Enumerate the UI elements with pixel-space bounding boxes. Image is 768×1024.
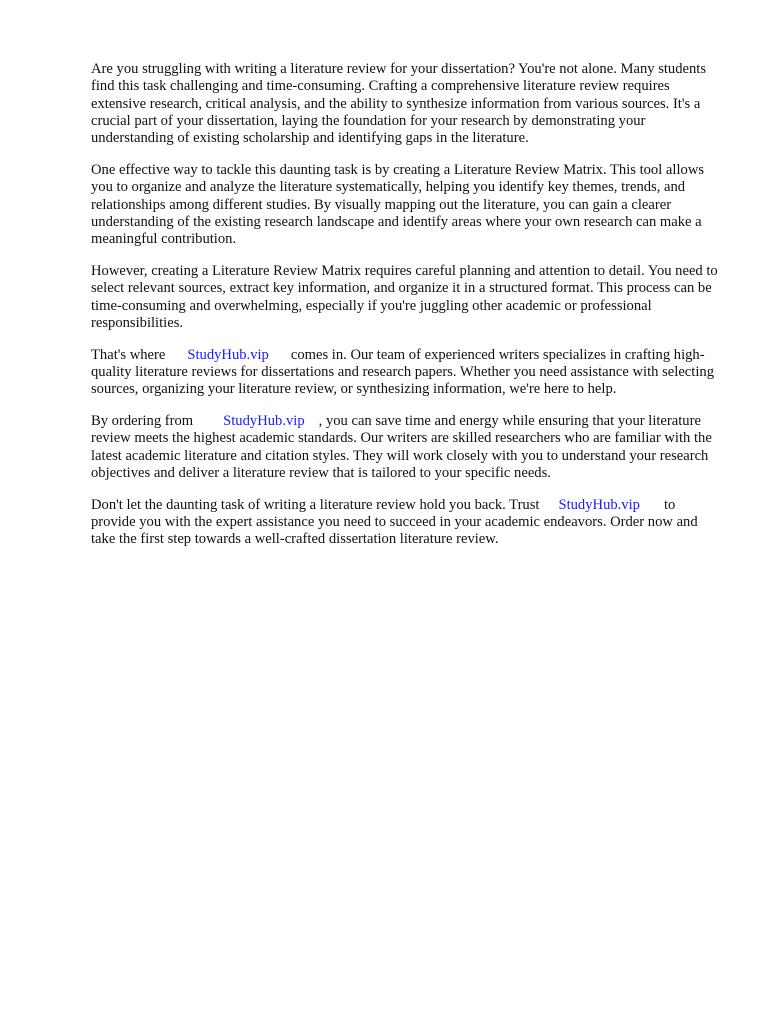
paragraph-closing-lead: Don't let the daunting task of writing a literature review hold you back. Trust [91, 496, 540, 513]
studyhub-link-1[interactable]: StudyHub.vip [187, 346, 269, 363]
paragraph-closing-rest: to provide you with the expert assistance you need to succeed in your academic endeavors. Order now and take the first step towards a well-crafted dissertation literature review. [91, 496, 698, 548]
paragraph-ordering-rest: , you can save time and energy while ensuring that your literature review meets the highest academic standards. Our writers are skilled researchers who are familiar with the latest academic literature and citation styles. They will work closely with you to understand your research objectives and deliver a literature review that is tailored to your specific needs. [91, 413, 712, 481]
paragraph-closing [91, 497, 723, 549]
paragraph-service-lead: That's where [91, 346, 166, 363]
paragraph-intro: Are you struggling with writing a literature review for your dissertation? You're not alone. Many students find this task challenging and time-consuming. Crafting a comprehensive literature review requires extensive research, critical analysis, and the ability to synthesize information from various sources. It's a crucial part of your dissertation, laying the foundation for your research by demonstrating your understanding of existing scholarship and identifying gaps in the literature. [91, 61, 707, 147]
paragraph-service [91, 347, 723, 399]
studyhub-link-2[interactable]: StudyHub.vip [223, 413, 305, 430]
paragraph-ordering-lead: By ordering from [91, 413, 194, 430]
paragraph-service-rest: comes in. Our team of experienced writers specializes in crafting high-quality literature reviews for dissertations and research papers. Whether you need assistance with selecting sources, organizing your literature review, or synthesizing information, we're here to help. [91, 346, 714, 398]
studyhub-link-3[interactable]: StudyHub.vip [558, 496, 640, 513]
document-page [91, 61, 723, 563]
paragraph-matrix: One effective way to tackle this daunting task is by creating a Literature Review Matrix. This tool allows you to organize and analyze the literature systematically, helping you identify key themes, trends, and relationships among different studies. By visually mapping out the literature, you can gain a clearer understanding of the existing research landscape and identify areas where your own research can make a meaningful contribution. [91, 161, 705, 248]
paragraph-planning: However, creating a Literature Review Matrix requires careful planning and attention to detail. You need to select relevant sources, extract key information, and organize it in a structured format. This process can be time-consuming and overwhelming, especially if you're juggling other academic or professional responsibilities. [91, 262, 718, 331]
paragraph-ordering [91, 413, 723, 482]
